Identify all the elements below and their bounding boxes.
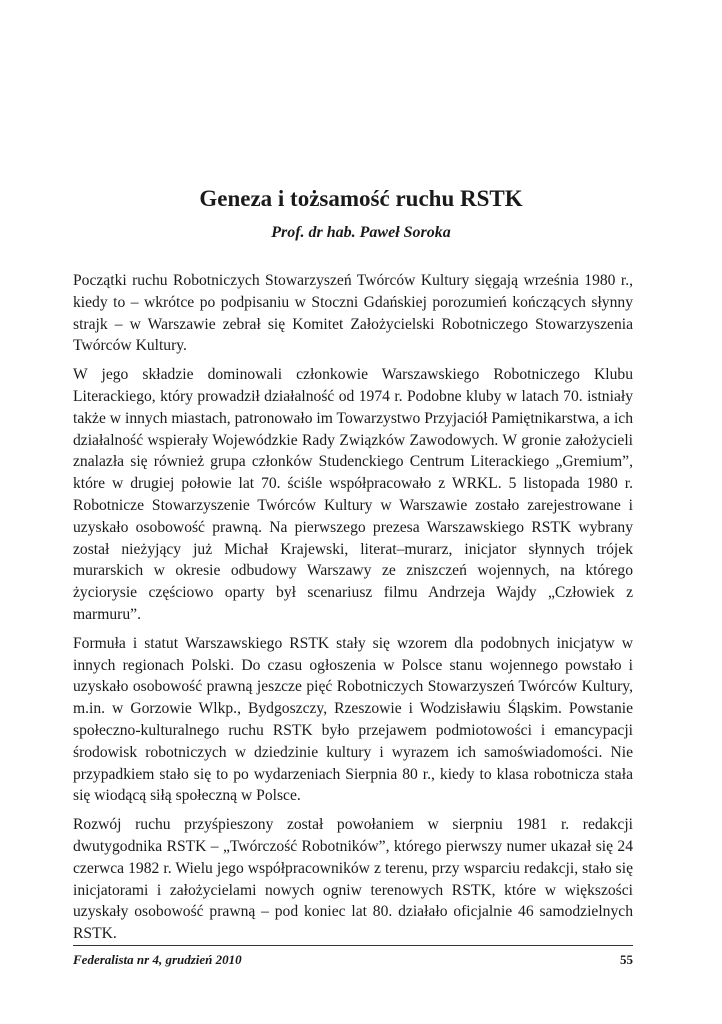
paragraph-2: W jego składzie dominowali członkowie Warszawskiego Robotniczego Klubu Literackiego, który prowadził działalność od 1974 r. Podobne kluby w latach 70. istniały także w innych miastach, patronowało im Towarzystwo Przyjaciół Pamiętnikarstwa, a ich działalność wspierały Wojewódzkie Rady Związków Zawodowych. W gronie założycieli znalazła się również grupa członków Studenckiego Centrum Literackiego „Gremium”, które w drugiej połowie lat 70. ściśle współpracowało z WRKL. 5 listopada 1980 r. Robotnicze Stowarzyszenie Twórców Kultury w Warszawie zostało zarejestrowane i uzyskało osobowość prawną. Na pierwszego prezesa Warszawskiego RSTK wybrany został nieżyjący już Michał Krajewski, literat–murarz, inicjator słynnych trójek murarskich w okresie odbudowy Warszawy ze zniszczeń wojennych, na którego życiorysie częściowo oparty był scenariusz filmu Andrzeja Wajdy „Człowiek z marmuru”. [73,366,633,623]
paragraph-3: Formuła i statut Warszawskiego RSTK stały się wzorem dla podobnych inicjatyw w innych regionach Polski. Do czasu ogłoszenia w Polsce stanu wojennego powstało i uzyskało osobowość prawną jeszcze pięć Robotniczych Stowarzyszeń Twórców Kultury, m.in. w Gorzowie Wlkp., Bydgoszczy, Rzeszowie i Wodzisławiu Śląskim. Powstanie społeczno-kulturalnego ruchu RSTK było przejawem podmiotowości i emancypacji środowisk robotniczych w dziedzinie kultury i wyrazem ich samoświadomości. Nie przypadkiem stało się to po wydarzeniach Sierpnia 80 r., kiedy to klasa robotnicza stała się wiodącą siłą społeczną w Polsce. [73,634,633,805]
footer-divider [73,945,633,946]
article-body [73,270,633,952]
article-author: Prof. dr hab. Paweł Soroka [271,224,451,241]
paragraph-4: Rozwój ruchu przyśpieszony został powołaniem w sierpniu 1981 r. redakcji dwutygodnika RSTK – „Twórczość Robotników”, którego pierwszy numer ukazał się 24 czerwca 1982 r. Wielu jego współpracowników z terenu, przy wsparciu redakcji, stało się inicjatorami i założycielami nowych ogniw terenowych RSTK, które w większości uzyskały osobowość prawną – pod koniec lat 80. działało oficjalnie 46 samodzielnych RSTK. [73,816,633,943]
page-number: 55 [620,952,633,967]
journal-citation: Federalista nr 4, grudzień 2010 [73,952,242,967]
page-footer [73,952,633,968]
paragraph-1: Początki ruchu Robotniczych Stowarzyszeń Twórców Kultury sięgają września 1980 r., kiedy to – wkrótce po podpisaniu w Stoczni Gdańskiej porozumień kończących słynny strajk – w Warszawie zebrał się Komitet Założycielski Robotniczego Stowarzyszenia Twórców Kultury. [73,272,633,355]
article-title: Geneza i tożsamość ruchu RSTK [199,186,523,211]
